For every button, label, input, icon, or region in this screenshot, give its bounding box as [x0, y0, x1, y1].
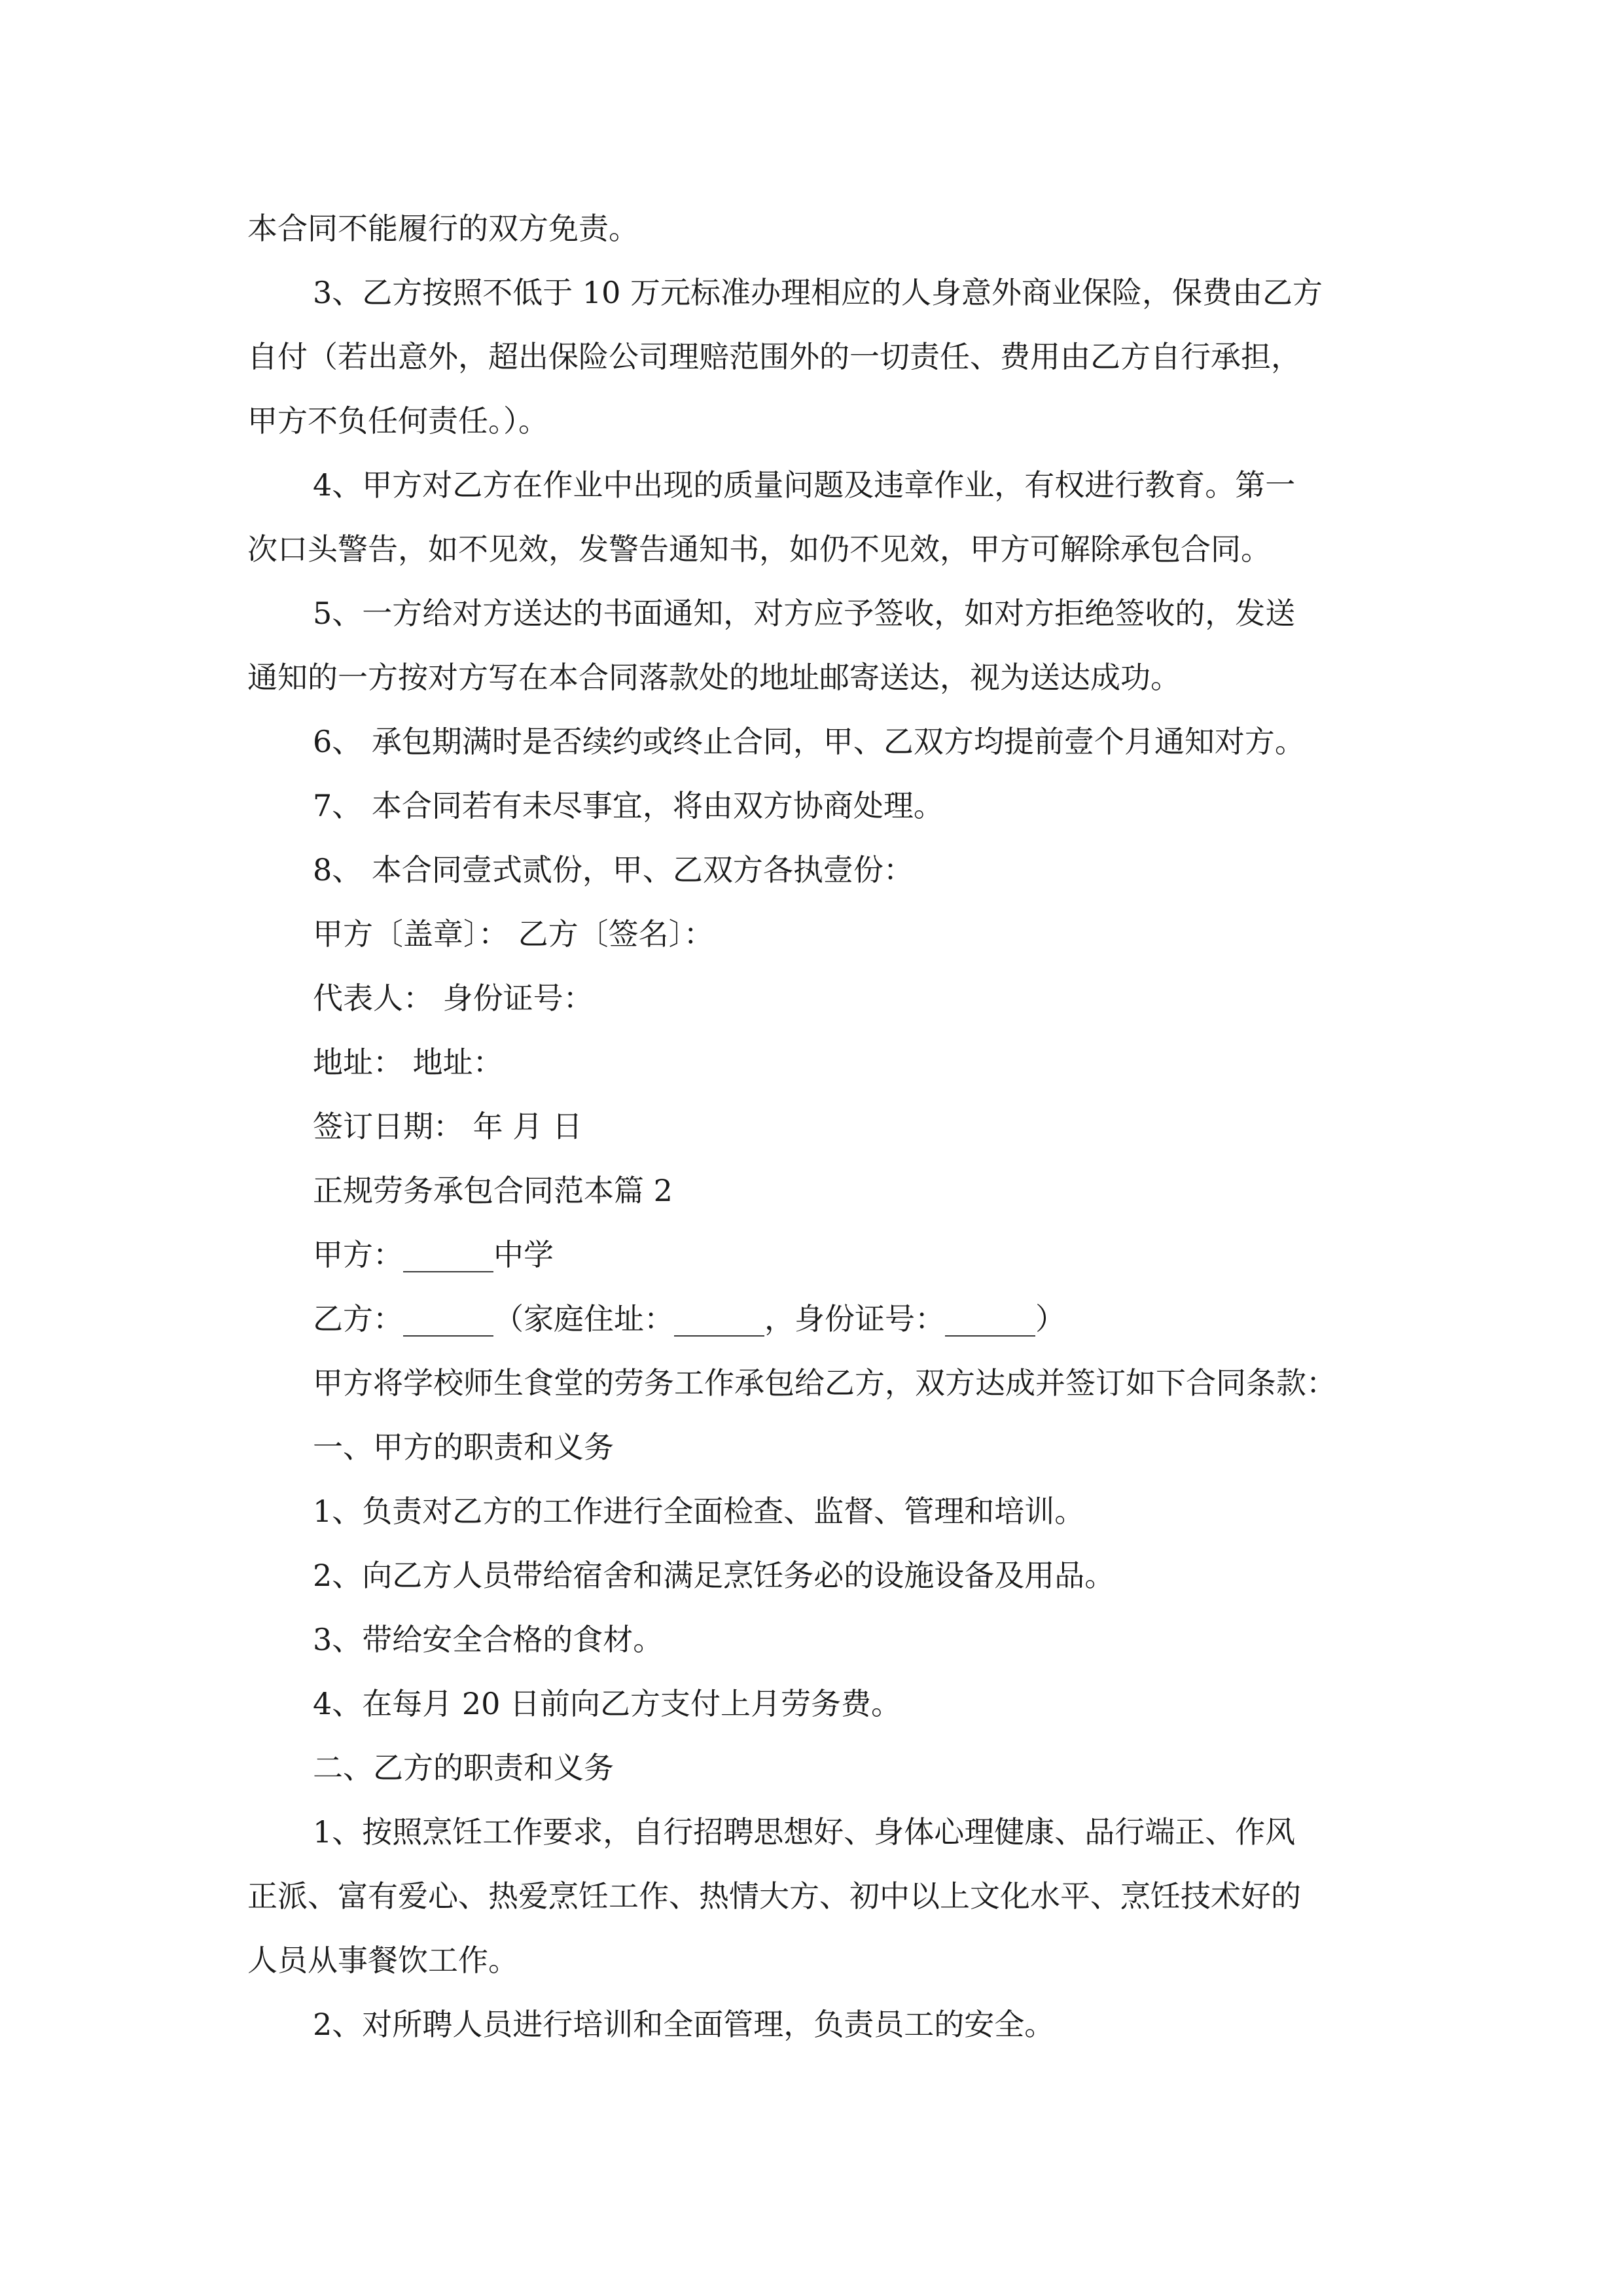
section-title: 正规劳务承包合同范本篇 2 [313, 1173, 673, 1208]
paragraph-line: 4、在每月 20 日前向乙方支付上月劳务费。 [313, 1686, 902, 1721]
paragraph-line: 2、对所聘人员进行培训和全面管理，负责员工的安全。 [313, 2007, 1055, 2042]
paragraph-line: 3、乙方按照不低于 10 万元标准办理相应的人身意外商业保险，保费由乙方 [313, 275, 1323, 310]
party-b-label: 乙方： [313, 1301, 403, 1336]
party-a-blank: ______ [403, 1237, 493, 1272]
paragraph-line: 人员从事餐饮工作。 [247, 1943, 518, 1978]
paragraph-line: 本合同不能履行的双方免责。 [247, 211, 639, 246]
paragraph-line: 7、 本合同若有未尽事宜，将由双方协商处理。 [313, 788, 944, 823]
address-line: 地址： 地址： [313, 1045, 503, 1080]
party-b-address-blank: ______ [674, 1301, 764, 1336]
paragraph-line: 4、甲方对乙方在作业中出现的质量问题及违章作业，有权进行教育。第一 [313, 467, 1296, 503]
paragraph-line: 1、负责对乙方的工作进行全面检查、监督、管理和培训。 [313, 1494, 1085, 1529]
paragraph-line: 1、按照烹饪工作要求，自行招聘思想好、身体心理健康、品行端正、作风 [313, 1814, 1296, 1850]
paragraph-line: 8、 本合同壹式贰份，甲、乙双方各执壹份： [313, 852, 914, 888]
paragraph-line: 次口头警告，如不见效，发警告通知书，如仍不见效，甲方可解除承包合同。 [247, 531, 1271, 567]
paragraph-line: 自付（若出意外，超出保险公司理赔范围外的一切责任、费用由乙方自行承担， [247, 339, 1301, 374]
paragraph-line: 3、带给安全合格的食材。 [313, 1622, 664, 1657]
signature-line-party-a-b: 甲方〔盖章〕： 乙方〔签名〕： [313, 916, 714, 952]
party-a-label: 甲方： [313, 1237, 403, 1272]
section-heading: 一、甲方的职责和义务 [313, 1429, 614, 1465]
party-a-line [247, 1223, 1399, 1287]
paragraph-line: 甲方不负任何责任。）。 [247, 403, 548, 439]
signing-date-line: 签订日期： 年 月 日 [313, 1109, 582, 1144]
party-b-line [247, 1287, 1399, 1351]
party-b-id-blank: ______ [945, 1301, 1035, 1336]
section-heading: 二、乙方的职责和义务 [313, 1750, 614, 1785]
document-body [247, 196, 1399, 2056]
paragraph-line: 通知的一方按对方写在本合同落款处的地址邮寄送达，视为送达成功。 [247, 660, 1181, 695]
party-b-id-label: ，身份证号： [764, 1301, 945, 1336]
party-b-name-blank: ______ [403, 1301, 493, 1336]
paragraph-line: 甲方将学校师生食堂的劳务工作承包给乙方，双方达成并签订如下合同条款： [313, 1365, 1336, 1401]
paragraph-line: 2、向乙方人员带给宿舍和满足烹饪务必的设施设备及用品。 [313, 1558, 1115, 1593]
paragraph-line: 正派、富有爱心、热爱烹饪工作、热情大方、初中以上文化水平、烹饪技术好的 [247, 1878, 1301, 1914]
party-a-suffix: 中学 [493, 1237, 554, 1272]
party-b-address-label: （家庭住址： [493, 1301, 674, 1336]
party-b-suffix: ） [1035, 1301, 1065, 1336]
paragraph-line: 6、 承包期满时是否续约或终止合同，甲、乙双方均提前壹个月通知对方。 [313, 724, 1305, 759]
paragraph-line: 5、一方给对方送达的书面通知，对方应予签收，如对方拒绝签收的，发送 [313, 596, 1296, 631]
representative-id-line: 代表人： 身份证号： [313, 980, 594, 1016]
